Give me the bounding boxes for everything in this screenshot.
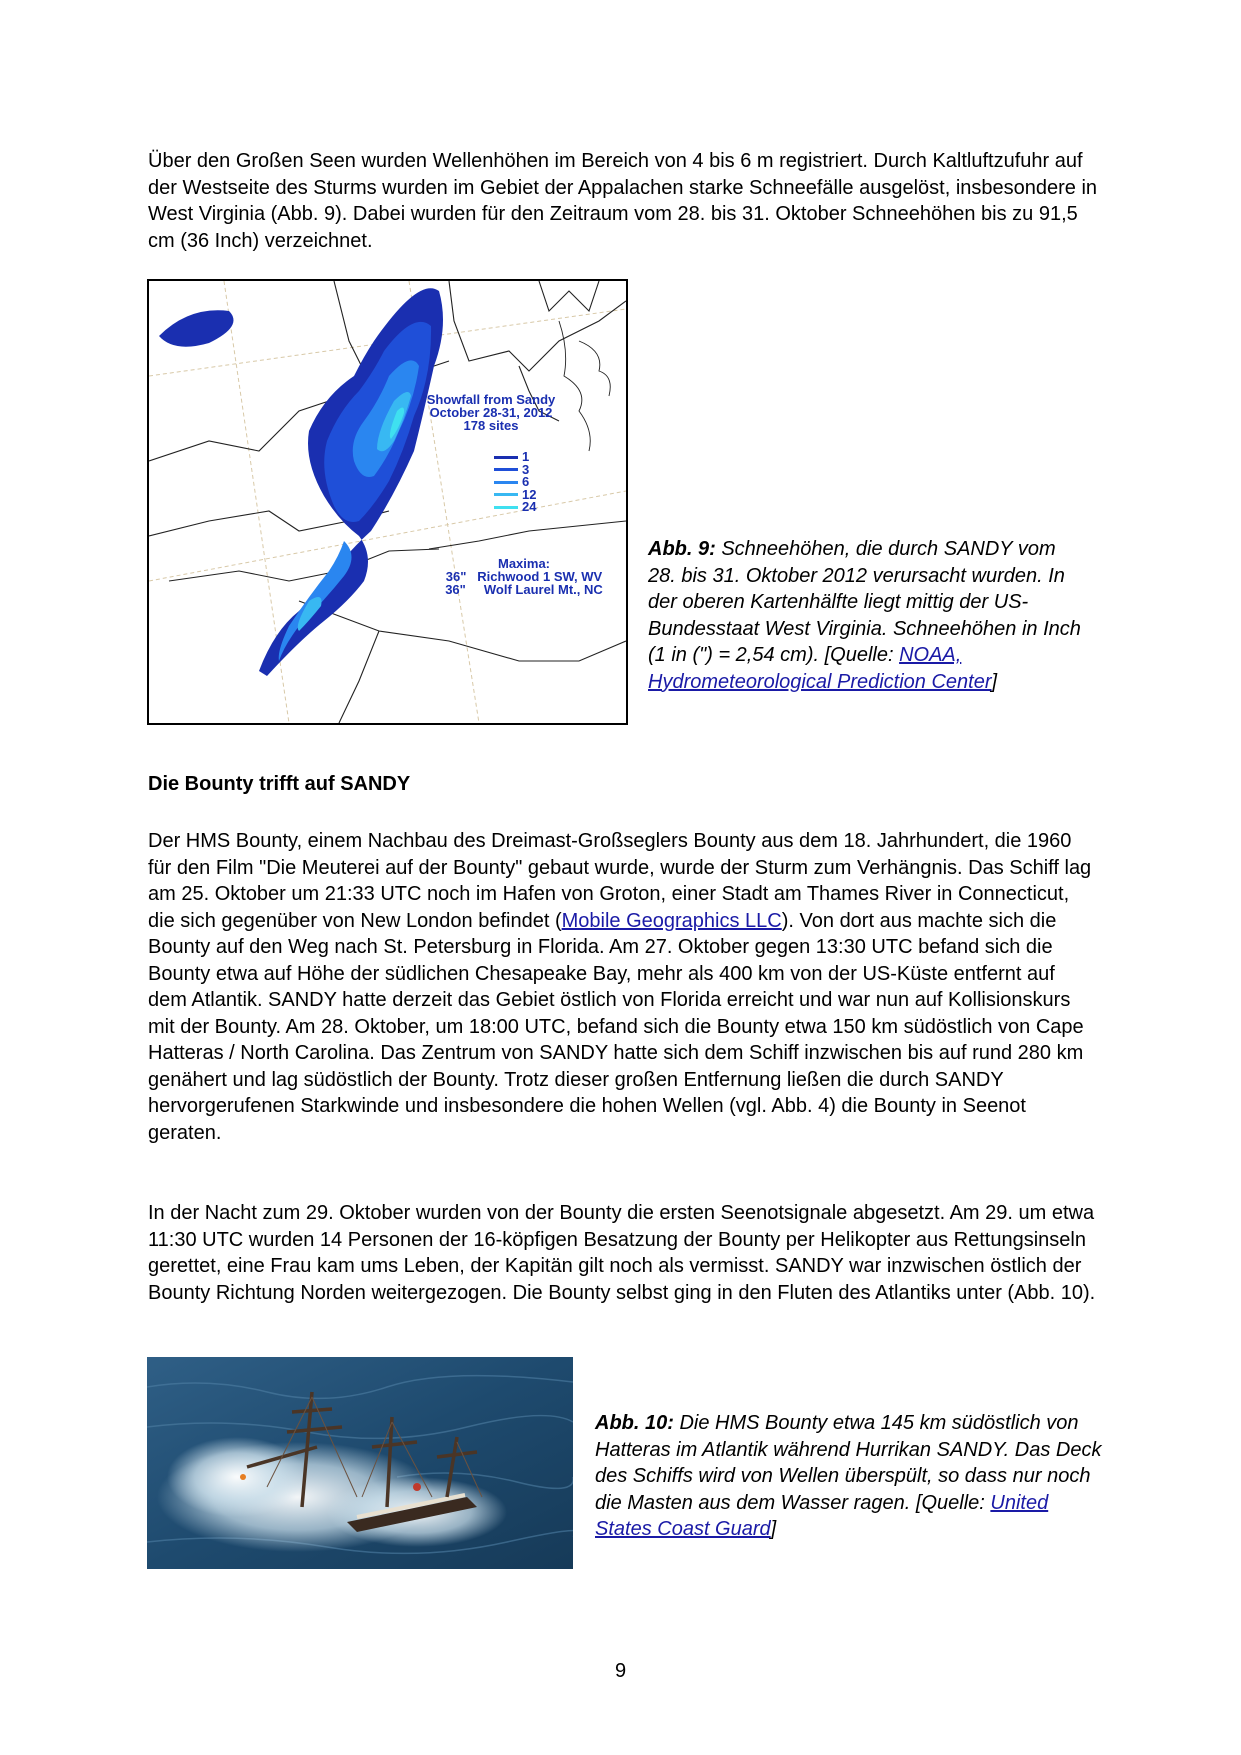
map-title: [411, 393, 571, 432]
legend-label-4: 12: [522, 486, 537, 502]
map-maxima: [434, 557, 614, 596]
bounty-paragraph-text-2: ). Von dort aus machte sich die Bounty auf den Weg nach St. Petersburg in Florida. Am 27. Oktober gegen 13:30 UTC befand sich die Bounty etwa auf Höhe der südlichen Chesapeake Bay, mehr als 400 km von der US-Küste entfernt auf dem Atlantik. SANDY hatte derzeit das Gebiet östlich von Florida erreicht und war nun auf Kollisionskurs mit der Bounty. Am 28. Oktober, um 18:00 UTC, befand sich die Bounty etwa 150 km südöstlich von Cape Hatteras / North Carolina. Das Zentrum von SANDY hatte sich dem Schiff inzwischen bis auf rund 280 km genähert und lag südöstlich der Bounty. Trotz dieser großen Entfernung ließen die durch SANDY hervorgerufenen Starkwinde und insbesondere die hohen Wellen (vgl. Abb. 4) die Bounty in Seenot geraten.: [148, 909, 1084, 1144]
snowfall-map: [147, 279, 628, 725]
maxima-line-2: 36" Wolf Laurel Mt., NC: [445, 582, 603, 597]
map-title-line-1: Showfall from Sandy: [426, 392, 556, 407]
legend-swatch-1: [494, 456, 518, 459]
figure9-caption-text: Schneehöhen, die durch SANDY vom 28. bis 31. Oktober 2012 verursacht wurden. In der oberen Kartenhälfte liegt mittig der US-Bundesstaat West Virginia. Schneehöhen in Inch (1 in (") = 2,54 cm). [Quelle:: [648, 538, 1081, 666]
figure9-caption: [648, 536, 1088, 695]
section-heading: Die Bounty trifft auf SANDY: [148, 773, 411, 795]
legend-swatch-4: [494, 493, 518, 496]
legend-label-1: 1: [522, 449, 530, 464]
mobile-geographics-link[interactable]: Mobile Geographics LLC: [561, 909, 782, 932]
figure9-caption-end: ]: [991, 670, 998, 693]
legend-swatch-5: [494, 506, 518, 509]
figure10-caption: [595, 1410, 1105, 1543]
legend-swatch-3: [494, 481, 518, 484]
legend-swatch-2: [494, 468, 518, 471]
map-legend: [494, 451, 536, 514]
figure10-caption-label: Abb. 10:: [595, 1412, 674, 1434]
bounty-paragraph-text-1: Der HMS Bounty, einem Nachbau des Dreimast-Großseglers Bounty aus dem 18. Jahrhundert, die 1960 für den Film "Die Meuterei auf der Bounty" gebaut wurde, wurde der Sturm zum Verhängnis. Das Schiff lag am 25. Oktober um 21:33 UTC noch im Hafen von Groton, einer Stadt am Thames River in Connecticut, die sich gegenüber von New London befindet (: [148, 830, 1092, 932]
page-number: 9: [614, 1660, 627, 1682]
bounty-paragraph: [148, 828, 1098, 1146]
figure9-source-link[interactable]: NOAA, Hydrometeorological Prediction Center: [648, 644, 992, 693]
intro-paragraph: Über den Großen Seen wurden Wellenhöhen im Bereich von 4 bis 6 m registriert. Durch Kaltluftzufuhr auf der Westseite des Sturms wurden im Gebiet der Appalachen starke Schneefälle ausgelöst, insbesondere in West Virginia (Abb. 9). Dabei wurden für den Zeitraum vom 28. bis 31. Oktober Schneehöhen bis zu 91,5 cm (36 Inch) verzeichnet.: [148, 150, 1098, 252]
map-title-line-2: October 28-31, 2012: [429, 405, 553, 420]
figure9-caption-label: Abb. 9:: [648, 538, 716, 560]
legend-label-5: 24: [522, 499, 537, 514]
bounty-photo: [147, 1357, 573, 1569]
map-title-line-3: 178 sites: [463, 418, 519, 433]
legend-label-3: 6: [522, 474, 530, 489]
legend-label-2: 3: [522, 461, 530, 477]
figure10-caption-text: Die HMS Bounty etwa 145 km südöstlich von Hatteras im Atlantik während Hurrikan SANDY. Das Deck des Schiffs wird von Wellen überspült, so dass nur noch die Masten aus dem Wasser ragen. [Quelle:: [595, 1412, 1102, 1514]
figure10-caption-end: ]: [770, 1518, 777, 1540]
figure10-source-link[interactable]: United States Coast Guard: [595, 1491, 1049, 1540]
maxima-label: Maxima:: [497, 556, 551, 571]
maxima-line-1: 36" Richwood 1 SW, WV: [445, 569, 603, 584]
rescue-paragraph: In der Nacht zum 29. Oktober wurden von der Bounty die ersten Seenotsignale abgesetzt. Am 29. um etwa 11:30 UTC wurden 14 Personen der 16-köpfigen Besatzung der Bounty per Helikopter aus Rettungsinseln gerettet, eine Frau kam ums Leben, der Kapitän gilt noch als vermisst. SANDY war inzwischen östlich der Bounty Richtung Norden weitergezogen. Die Bounty selbst ging in den Fluten des Atlantiks unter (Abb. 10).: [148, 1202, 1096, 1304]
